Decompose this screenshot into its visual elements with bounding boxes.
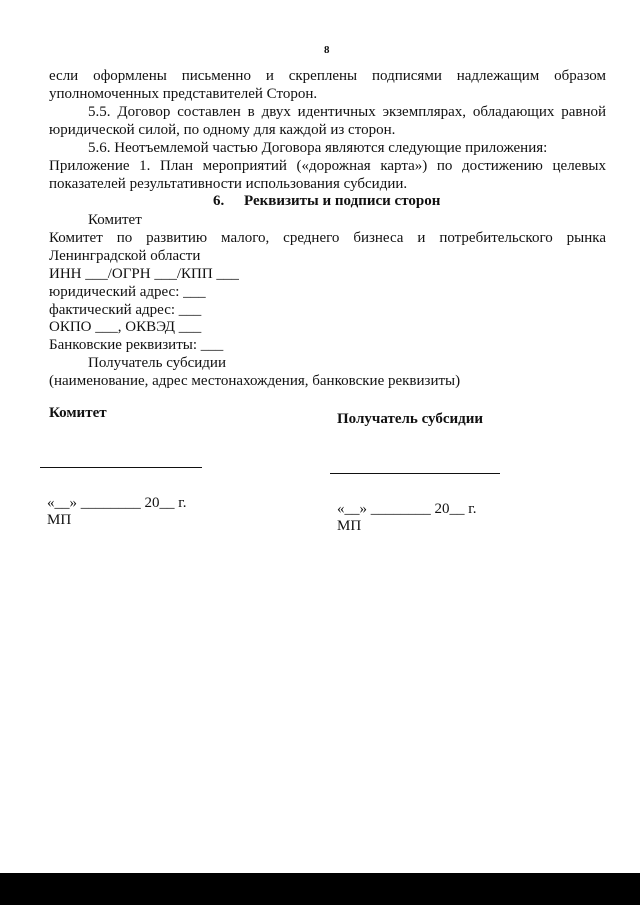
signature-left-label: Комитет (49, 405, 107, 421)
page-number: 8 (324, 44, 330, 56)
signature-line-left (40, 467, 202, 468)
appendix-line: Приложение 1. План мероприятий («дорожная карта») по достижению целевых (49, 158, 606, 174)
recipient-note: (наименование, адрес местонахождения, банковские реквизиты) (49, 373, 461, 389)
committee-actual-address: фактический адрес: ___ (49, 302, 202, 318)
paragraph-line: уполномоченных представителей Сторон. (49, 86, 318, 102)
committee-name: Комитет по развитию малого, среднего бизнеса и потребительского рынка (49, 230, 606, 246)
committee-legal-address: юридический адрес: ___ (49, 284, 206, 300)
signature-date-right: «__» ________ 20__ г. (337, 501, 477, 517)
scan-edge-bar (0, 873, 640, 905)
committee-inn: ИНН ___/ОГРН ___/КПП ___ (49, 266, 239, 282)
paragraph-line: юридической силой, по одному для каждой из сторон. (49, 122, 396, 138)
committee-name-region: Ленинградской области (49, 248, 201, 264)
paragraph-line: показателей результативности использования субсидии. (49, 176, 408, 192)
clause-5-5: 5.5. Договор составлен в двух идентичных экземплярах, обладающих равной (88, 104, 606, 120)
seal-left: МП (47, 512, 72, 528)
paragraph-line: если оформлены письменно и скреплены подписями надлежащим образом (49, 68, 606, 84)
section-title: Реквизиты и подписи сторон (244, 193, 441, 209)
committee-heading: Комитет (88, 212, 142, 228)
seal-right: МП (337, 518, 362, 534)
signature-line-right (330, 473, 500, 474)
recipient-heading: Получатель субсидии (88, 355, 226, 371)
section-number: 6. (213, 193, 225, 209)
signature-right-label: Получатель субсидии (337, 411, 484, 427)
committee-bank: Банковские реквизиты: ___ (49, 337, 224, 353)
committee-okpo: ОКПО ___, ОКВЭД ___ (49, 319, 202, 335)
signature-date-left: «__» ________ 20__ г. (47, 495, 187, 511)
clause-5-6: 5.6. Неотъемлемой частью Договора являются следующие приложения: (88, 140, 548, 156)
